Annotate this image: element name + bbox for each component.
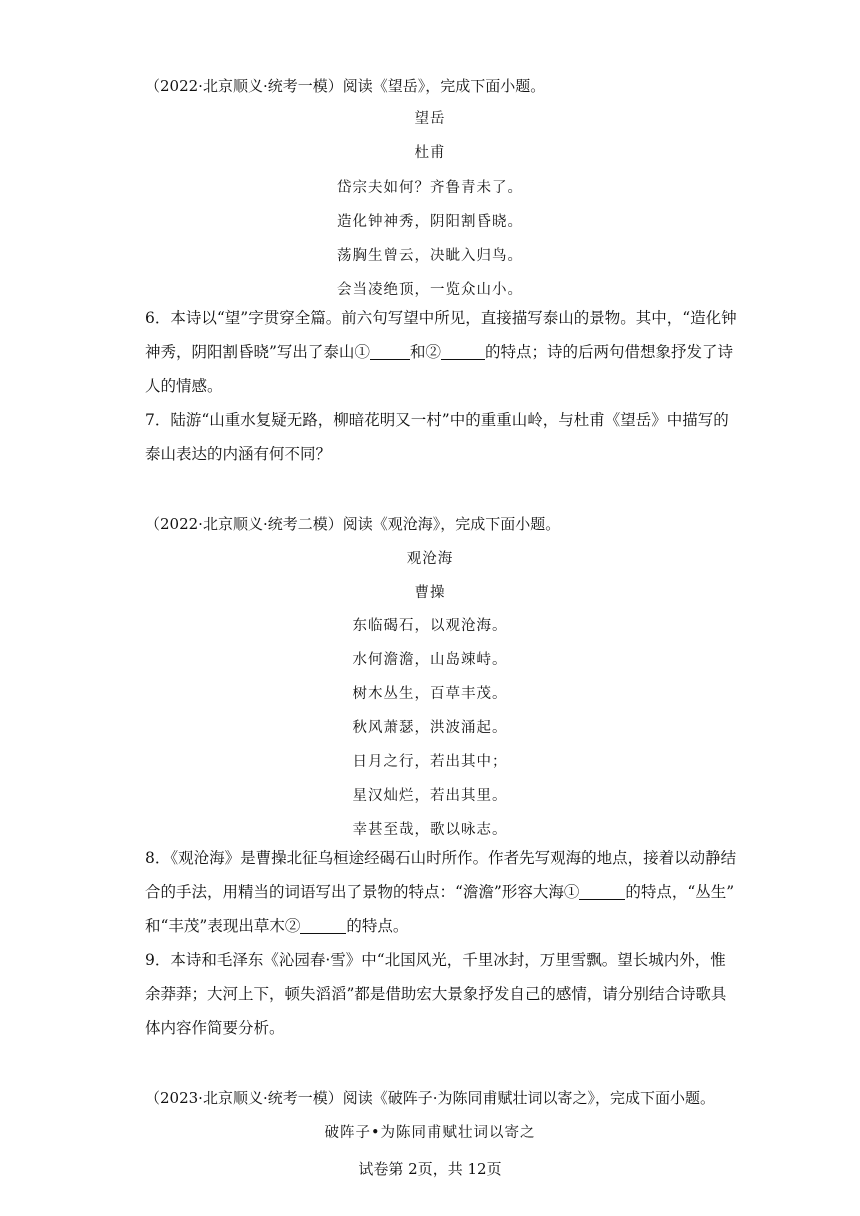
poem-author-2: 曹操	[414, 585, 446, 601]
question-6	[145, 301, 737, 403]
question-line	[145, 909, 720, 943]
poem-title-3: 破阵子•为陈同甫赋壮词以寄之	[324, 1125, 536, 1141]
blank-label-1: ①	[354, 343, 370, 361]
question-text: 合的手法，用精当的词语写出了景物的特点：“澹澹”形容大海①	[145, 883, 580, 901]
poem-line: 树木丛生，百草丰茂。	[352, 686, 508, 702]
answer-blank-4[interactable]	[300, 917, 346, 934]
question-line: 泰山表达的内涵有何不同？	[145, 445, 332, 463]
poem-line: 造化钟神秀，阴阳割昏晓。	[337, 214, 523, 230]
answer-blank-2[interactable]	[441, 343, 485, 360]
source-note-2: （2022·北京顺义·统考二模）阅读《观沧海》，完成下面小题。	[145, 515, 561, 533]
poem-line: 日月之行，若出其中；	[352, 754, 508, 770]
source-note-3: （2023·北京顺义·统考一模）阅读《破阵子·为陈同甫赋壮词以寄之》，完成下面小题。	[145, 1089, 715, 1107]
question-text: 神秀，阴阳割昏晓”写出了泰山	[145, 343, 355, 361]
question-line: 余莽莽；大河上下，顿失滔滔”都是借助宏大景象抒发自己的感情，请分别结合诗歌具	[145, 985, 727, 1003]
poem-title-1: 望岳	[414, 111, 446, 127]
question-text: 的特点；诗的后两句借想象抒发了诗	[484, 343, 733, 361]
question-line: 7．陆游“山重水复疑无路，柳暗花明又一村”中的重重山岭，与杜甫《望岳》中描写的	[145, 411, 729, 429]
question-line: 8．《观沧海》是曹操北征乌桓途经碣石山时所作。作者先写观海的地点，接着以动静结	[145, 849, 737, 867]
poem-line: 东临碣石，以观沧海。	[352, 618, 508, 634]
question-text: 和	[409, 343, 426, 361]
question-9	[145, 943, 727, 1045]
question-line: 9．本诗和毛泽东《沁园春·雪》中“北国风光，千里冰封，万里雪飘。望长城内外，惟	[145, 951, 726, 969]
poem-line: 秋风萧瑟，洪波涌起。	[352, 720, 508, 736]
question-text: 的特点，“丛生”	[625, 883, 735, 901]
poem-line: 岱宗夫如何？齐鲁青未了。	[337, 180, 523, 196]
page-footer: 试卷第 2页，共 12页	[358, 1160, 502, 1178]
question-8	[145, 841, 737, 943]
question-line: 6．本诗以“望”字贯穿全篇。前六句写望中所见，直接描写泰山的景物。其中，“造化钟	[145, 309, 737, 327]
question-line: 体内容作简要分析。	[145, 1019, 285, 1037]
poem-line: 星汉灿烂，若出其里。	[352, 788, 508, 804]
answer-blank-1[interactable]	[370, 343, 410, 360]
question-text: 和“丰茂”表现出草木②	[145, 917, 301, 935]
poem-title-2: 观沧海	[406, 551, 454, 567]
question-7	[145, 403, 729, 471]
question-text: 的特点。	[346, 917, 409, 935]
poem-line: 会当凌绝顶，一览众山小。	[337, 282, 523, 298]
poem-author-1: 杜甫	[414, 145, 446, 161]
poem-line: 幸甚至哉，歌以咏志。	[352, 822, 508, 838]
question-line: 人的情感。	[145, 377, 223, 395]
answer-blank-3[interactable]	[579, 883, 625, 900]
question-line	[145, 875, 735, 909]
poem-line: 荡胸生曾云，决眦入归鸟。	[337, 248, 523, 264]
blank-label-2: ②	[425, 343, 441, 361]
question-line	[145, 335, 733, 369]
poem-line: 水何澹澹，山岛竦峙。	[352, 652, 508, 668]
source-note-1: （2022·北京顺义·统考一模）阅读《望岳》，完成下面小题。	[145, 77, 546, 95]
